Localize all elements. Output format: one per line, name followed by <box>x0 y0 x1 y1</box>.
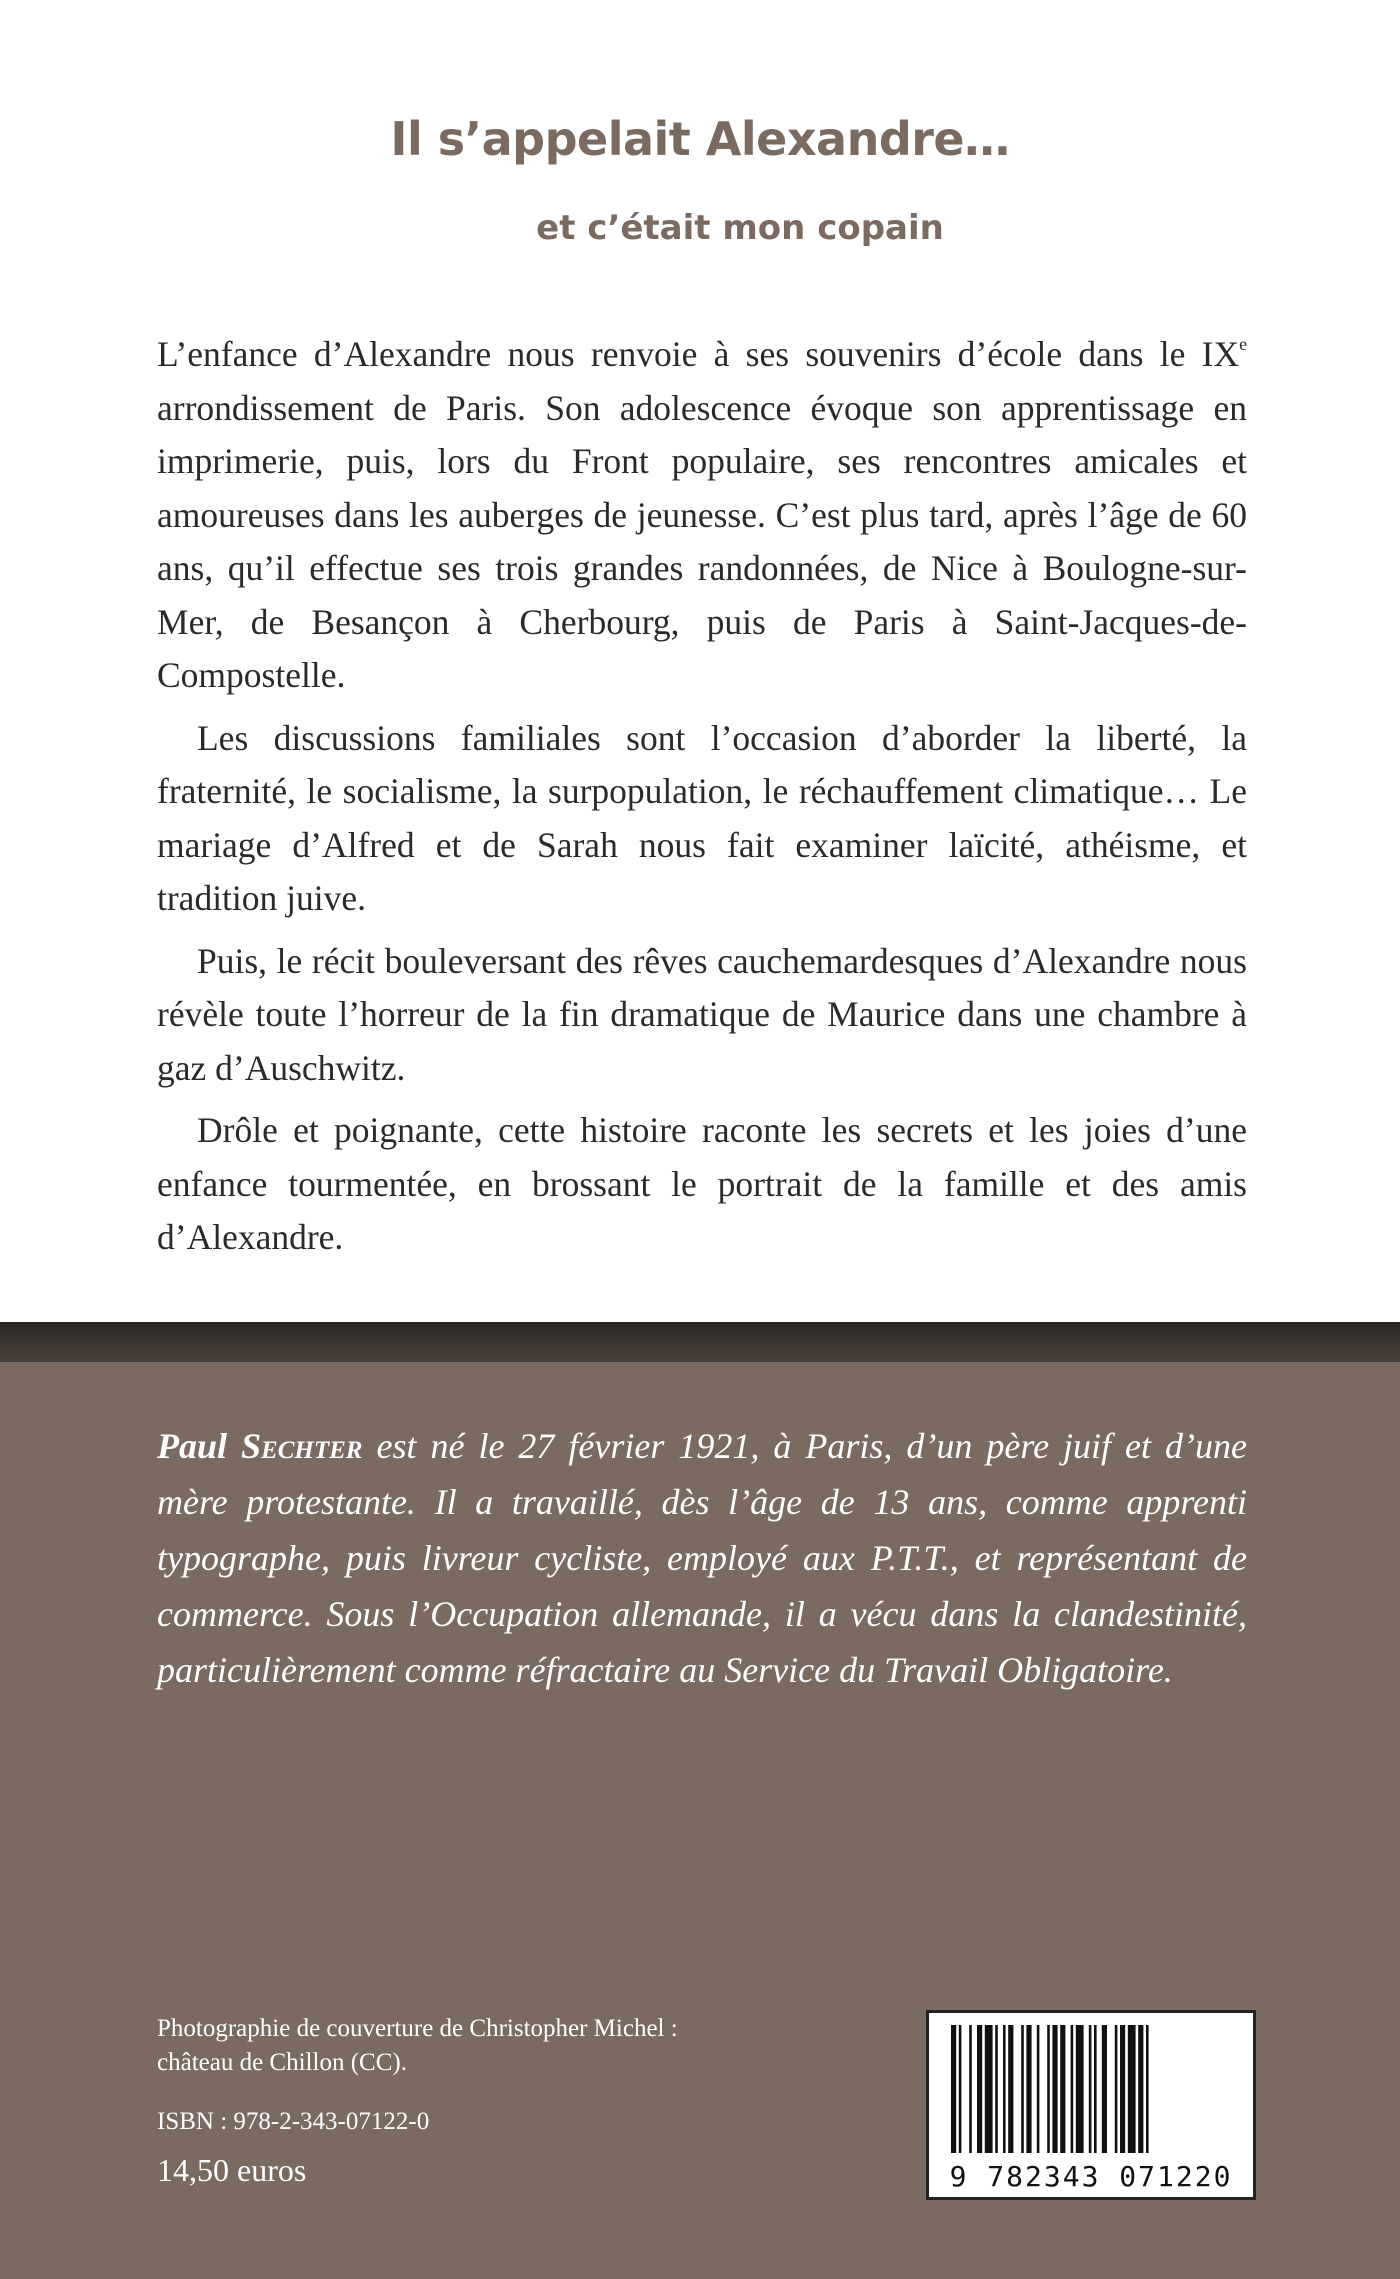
credit-line-2: château de Chillon (CC). <box>157 2049 407 2076</box>
author-first-name: Paul <box>157 1426 228 1466</box>
barcode-digits: 9 782343 071220 <box>949 2160 1233 2193</box>
photo-credits <box>157 2012 857 2080</box>
barcode-bar <box>1128 2025 1136 2153</box>
barcode-bar <box>1094 2025 1097 2153</box>
barcode-bar <box>969 2025 972 2153</box>
barcode-bar <box>1102 2025 1107 2153</box>
book-subtitle: et c’était mon copain <box>536 208 944 248</box>
barcode-bar <box>1037 2025 1040 2153</box>
summary-paragraph-1 <box>157 328 1247 703</box>
barcode-bar <box>1120 2025 1125 2153</box>
barcode-bar <box>1076 2025 1084 2153</box>
book-title: Il s’appelait Alexandre… <box>390 112 1010 166</box>
isbn: ISBN : 978-2-343-07122-0 <box>157 2108 430 2135</box>
barcode-bar <box>1071 2025 1074 2153</box>
summary-paragraph-3: Puis, le récit bouleversant des rêves cauchemardesques d’Alexandre nous révèle toute l’horreur de la fin dramatique de Maurice dans une chambre à gaz d’Auschwitz. <box>157 940 1247 1088</box>
barcode-bar <box>1052 2025 1057 2153</box>
barcode-bar <box>951 2025 956 2153</box>
author-bio-text: est né le 27 février 1921, à Paris, d’un père juif et d’une mère protestante. Il a travaillé, dès l’âge de 13 ans, comme apprenti typographe, puis livreur cycliste, employé aux P.T.T., et représentant de commerce. Sous l’Occupation allemande, il a vécu dans la clandestinité, particulièrement comme réfractaire au Service du Travail Obligatoire. <box>157 1426 1248 1690</box>
barcode-bar <box>1138 2025 1143 2153</box>
barcode-bar <box>1060 2025 1065 2153</box>
barcode-bar <box>1003 2025 1006 2153</box>
barcode-bar <box>977 2025 982 2153</box>
author-last-name: Sechter <box>241 1426 363 1466</box>
barcode-bar <box>995 2025 998 2153</box>
author-bio <box>157 1418 1247 1698</box>
summary-text <box>157 328 1247 1274</box>
price: 14,50 euros <box>157 2152 307 2188</box>
barcode <box>926 2010 1256 2200</box>
summary-paragraph-2: Les discussions familiales sont l’occasion d’aborder la liberté, la fraternité, le socialisme, la surpopulation, le réchauffement climatique… Le mariage d’Alfred et de Sarah nous fait examiner laïcité, athéisme, et tradition juive. <box>157 717 1247 918</box>
barcode-bar <box>1021 2025 1024 2153</box>
barcode-bar <box>959 2025 962 2153</box>
summary-p1-end: arrondissement de Paris. Son adolescence évoque son apprentissage en imprimerie, puis, lors du Front populaire, ses rencontres amicales et amoureuses dans les auberges de jeunesse. C’est plus tard, après l’âge de 60 ans, qu’il effectue ses trois grandes randonnées, de Nice à Boulogne-sur-Mer, de Besançon à Cherbourg, puis de Paris à Saint-Jacques-de-Compostelle. <box>157 387 1247 695</box>
credit-line-1: Photographie de couverture de Christopher Michel : <box>157 2015 678 2042</box>
summary-p1-start: L’enfance d’Alexandre nous renvoie à ses souvenirs d’école dans le IX <box>157 334 1240 374</box>
barcode-bar <box>1008 2025 1013 2153</box>
barcode-bar <box>1146 2025 1149 2153</box>
barcode-bar <box>1026 2025 1031 2153</box>
ordinal-superscript: e <box>1239 334 1247 355</box>
summary-paragraph-4: Drôle et poignante, cette histoire raconte les secrets et les joies d’une enfance tourmentée, en brossant le portrait de la famille et des amis d’Alexandre. <box>157 1110 1247 1257</box>
barcode-bar <box>1115 2025 1118 2153</box>
divider-band <box>0 1322 1400 1362</box>
barcode-bar <box>1047 2025 1050 2153</box>
barcode-bar <box>985 2025 993 2153</box>
barcode-bar <box>1089 2025 1092 2153</box>
